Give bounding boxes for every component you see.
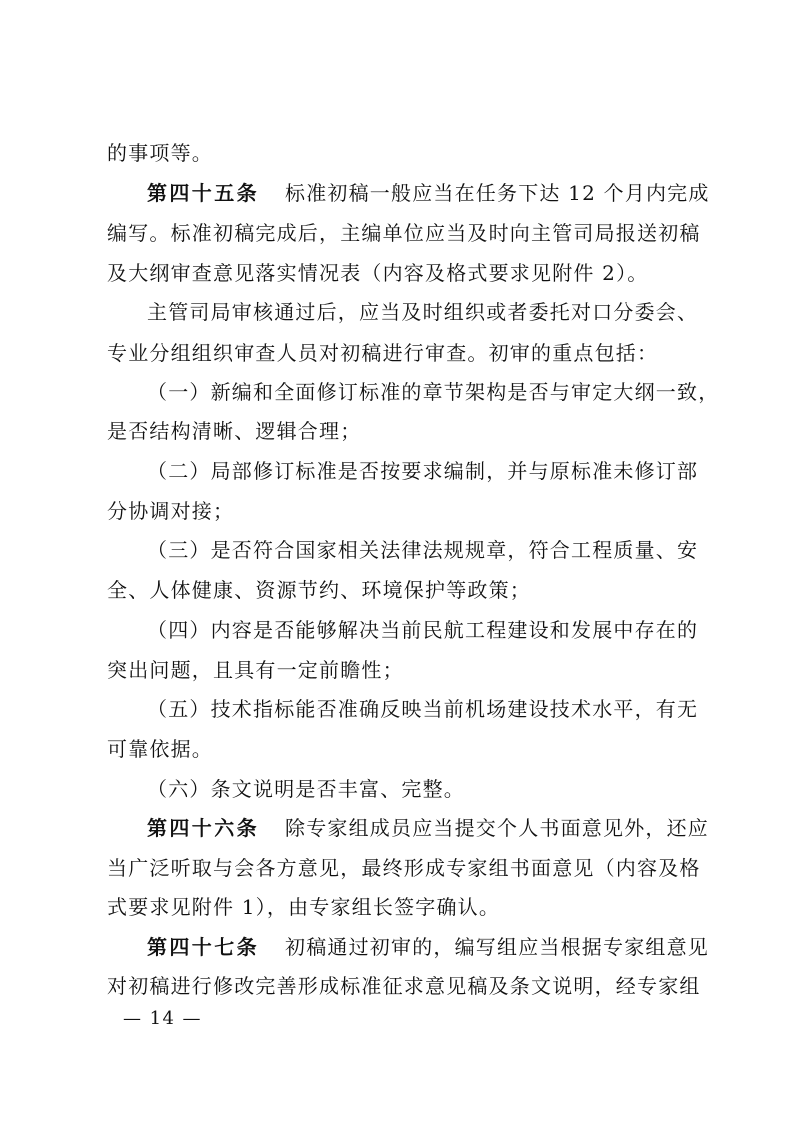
article-47-line [147, 934, 709, 960]
list-item-line: 全、人体健康、资源节约、环境保护等政策； [107, 578, 531, 602]
article-text: 初稿通过初审的，编写组应当根据专家组意见 [285, 935, 709, 959]
page-number: — 14 — [123, 1008, 202, 1029]
article-heading: 第四十七条 [147, 935, 259, 959]
list-item-line: 可靠依据。 [107, 737, 213, 761]
article-heading: 第四十五条 [147, 181, 259, 205]
list-item-line: （五）技术指标能否准确反映当前机场建设技术水平，有无 [147, 697, 699, 721]
paragraph-line: 及大纲审查意见落实情况表（内容及格式要求见附件 2）。 [107, 261, 649, 285]
paragraph-line: 主管司局审核通过后，应当及时组织或者委托对口分委会、 [147, 300, 699, 324]
list-item-line: （四）内容是否能够解决当前民航工程建设和发展中存在的 [147, 618, 699, 642]
article-text: 除专家组成员应当提交个人书面意见外，还应 [285, 816, 709, 840]
article-45-line [147, 180, 710, 206]
article-heading: 第四十六条 [147, 816, 259, 840]
list-item-line: （三）是否符合国家相关法律法规规章，符合工程质量、安 [147, 538, 699, 562]
list-item-line: （一）新编和全面修订标准的章节架构是否与审定大纲一致， [147, 380, 720, 404]
paragraph-line: 编写。标准初稿完成后，主编单位应当及时向主管司局报送初稿 [107, 221, 701, 245]
paragraph-line: 的事项等。 [107, 141, 213, 165]
list-item-line: （六）条文说明是否丰富、完整。 [147, 777, 465, 801]
list-item-line: 突出问题，且具有一定前瞻性； [107, 658, 404, 682]
list-item-line: 是否结构清晰、逻辑合理； [107, 419, 362, 443]
paragraph-line: 专业分组组织审查人员对初稿进行审查。初审的重点包括： [107, 341, 659, 365]
list-item-line: （二）局部修订标准是否按要求编制，并与原标准未修订部 [147, 459, 699, 483]
article-46-line [147, 815, 709, 841]
paragraph-line: 式要求见附件 1），由专家组长签字确认。 [107, 895, 501, 919]
paragraph-line: 当广泛听取与会各方意见，最终形成专家组书面意见（内容及格 [107, 856, 701, 880]
article-text: 标准初稿一般应当在任务下达 12 个月内完成 [285, 181, 710, 205]
paragraph-line: 对初稿进行修改完善形成标准征求意见稿及条文说明，经专家组 [107, 974, 701, 998]
list-item-line: 分协调对接； [107, 499, 235, 523]
